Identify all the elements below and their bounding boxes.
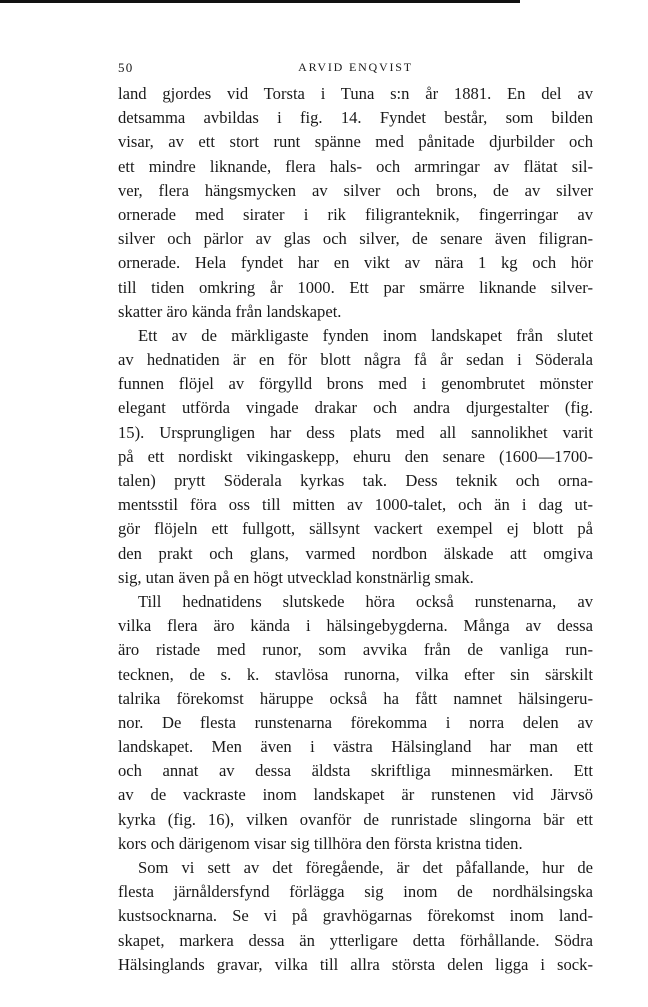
text-line: funnen flöjel av förgylld brons med i genombrutet mönster — [118, 374, 593, 394]
paragraph-4 — [118, 856, 593, 977]
text-line: ornerade. Hela fyndet har en vikt av nära 1 kg och hör — [118, 253, 593, 273]
text-line: tecknen, de s. k. stavlösa runorna, vilka efter sin särskilt — [118, 664, 593, 684]
text-line: sig, utan även på en högt utvecklad konstnärlig smak. — [118, 567, 474, 587]
text-line: Till hednatidens slutskede höra också runstenarna, av — [138, 591, 593, 611]
running-title: ARVID ENQVIST — [298, 60, 413, 74]
paragraph-1 — [118, 82, 593, 324]
text-line: gör flöjeln ett fullgott, sällsynt vackert exempel ej blott på — [118, 519, 593, 539]
text-line: silver och pärlor av glas och silver, de senare även filigran- — [118, 229, 593, 249]
text-line: kyrka (fig. 16), vilken ovanför de runristade slingorna bär ett — [118, 809, 593, 829]
text-line: visar, av ett stort runt spänne med pånitade djurbilder och — [118, 132, 593, 152]
text-line: och annat av dessa äldsta skriftliga minnesmärken. Ett — [118, 761, 593, 781]
text-line: på ett nordiskt vikingaskepp, ehuru den senare (1600—1700- — [118, 446, 593, 466]
text-line: Ett av de märkligaste fynden inom landskapet från slutet — [138, 325, 593, 345]
text-line: av de vackraste inom landskapet är runstenen vid Järvsö — [118, 785, 593, 805]
text-line: mentsstil föra oss till mitten av 1000-talet, och än i dag ut- — [118, 495, 593, 515]
text-line: Som vi sett av det föregående, är det påfallande, hur de — [138, 858, 593, 877]
paragraph-3 — [118, 590, 593, 856]
text-line: ver, flera hängsmycken av silver och brons, de av silver — [118, 180, 593, 200]
top-rule — [0, 0, 520, 3]
text-line: äro ristade med runor, som avvika från de vanliga run- — [118, 640, 593, 660]
page-number: 50 — [118, 60, 134, 75]
text-line: skapet, markera dessa än ytterligare detta förhållande. Södra — [118, 930, 593, 950]
text-line: elegant utförda vingade drakar och andra djurgestalter (fig. — [118, 398, 593, 418]
text-line: av hednatiden är en för blott några få år sedan i Söderala — [118, 350, 593, 370]
text-line: kors och därigenom visar sig tillhöra den första kristna tiden. — [118, 833, 523, 853]
paragraph-2 — [118, 324, 593, 590]
page-header — [118, 60, 593, 80]
body-text — [118, 82, 593, 977]
text-line: landskapet. Men även i västra Hälsingland har man ett — [118, 737, 593, 757]
text-line: skatter äro kända från landskapet. — [118, 301, 342, 321]
text-line: talen) prytt Söderala kyrkas tak. Dess teknik och orna- — [118, 471, 593, 490]
text-line: talrika förekomst häruppe också ha fått namnet hälsingeru- — [118, 688, 593, 708]
text-line: 15). Ursprungligen har dess plats med all sannolikhet varit — [118, 422, 593, 442]
text-line: land gjordes vid Torsta i Tuna s:n år 1881. En del av — [118, 84, 593, 103]
text-line: nor. De flesta runstenarna förekomma i norra delen av — [118, 712, 593, 732]
text-line: flesta järnåldersfynd förlägga sig inom de nordhälsingska — [118, 882, 593, 902]
text-line: den prakt och glans, varmed nordbon älskade att omgiva — [118, 543, 593, 563]
text-line: detsamma avbildas i fig. 14. Fyndet består, som bilden — [118, 108, 593, 128]
text-line: ornerade med sirater i rik filigranteknik, fingerringar av — [118, 204, 593, 224]
text-line: Hälsinglands gravar, vilka till allra största delen ligga i sock- — [118, 954, 593, 974]
text-line: vilka flera äro kända i hälsingebygderna. Många av dessa — [118, 616, 593, 636]
text-line: till tiden omkring år 1000. Ett par smärre liknande silver- — [118, 277, 593, 297]
text-line: kustsocknarna. Se vi på gravhögarnas förekomst inom land- — [118, 906, 593, 926]
text-line: ett mindre liknande, flera hals- och armringar av flätat sil- — [118, 156, 593, 176]
